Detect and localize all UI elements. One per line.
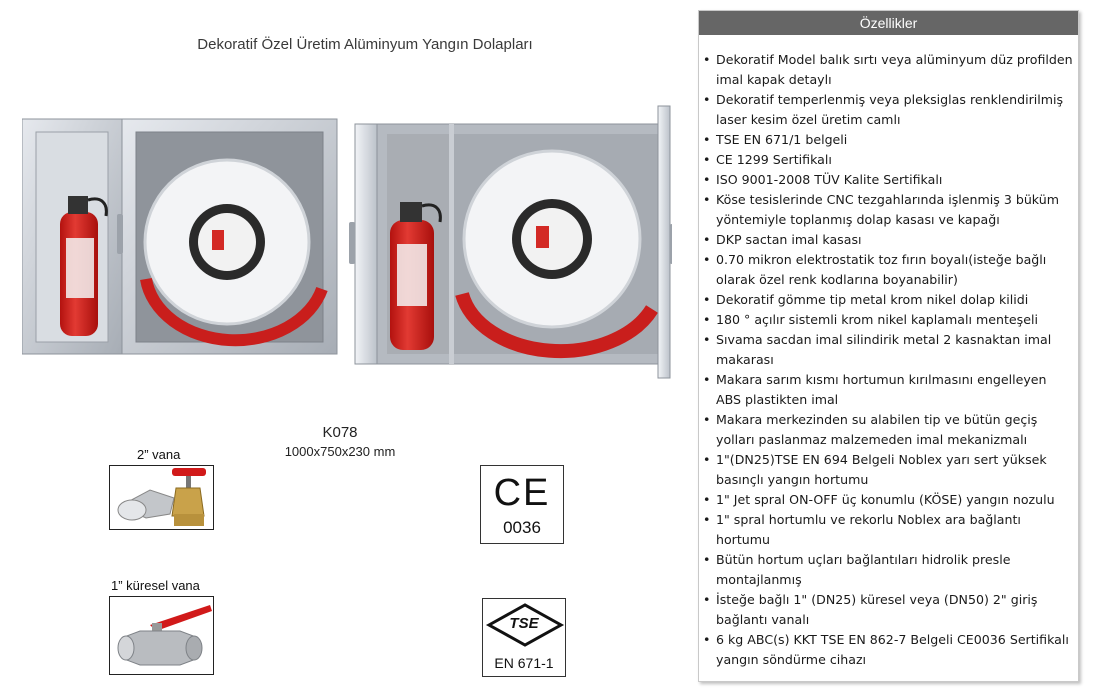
bullet-icon: •: [703, 192, 711, 207]
feature-text: TSE EN 671/1 belgeli: [716, 132, 848, 147]
features-panel: [698, 10, 1079, 682]
feature-text: 0.70 mikron elektrostatik toz fırın boyalı(isteğe bağlı olarak özel renk kodlarına boyanabilir): [716, 252, 1047, 287]
feature-item: [703, 510, 1074, 550]
feature-item: [703, 130, 1074, 150]
bullet-icon: •: [703, 312, 711, 327]
feature-text: Dekoratif gömme tip metal krom nikel dolap kilidi: [716, 292, 1029, 307]
bullet-icon: •: [703, 632, 711, 647]
bullet-icon: •: [703, 172, 711, 187]
bullet-icon: •: [703, 232, 711, 247]
feature-item: [703, 310, 1074, 330]
bullet-icon: •: [703, 492, 711, 507]
feature-text: Dekoratif Model balık sırtı veya alüminyum düz profilden imal kapak detaylı: [716, 52, 1073, 87]
bullet-icon: •: [703, 132, 711, 147]
feature-item: [703, 550, 1074, 590]
feature-text: 1" spral hortumlu ve rekorlu Noblex ara bağlantı hortumu: [716, 512, 1021, 547]
feature-text: Bütün hortum uçları bağlantıları hidrolik presle montajlanmış: [716, 552, 1011, 587]
feature-text: Makara sarım kısmı hortumun kırılmasını engelleyen ABS plastikten imal: [716, 372, 1047, 407]
ce-certificate-badge: [480, 465, 564, 544]
product-dimensions: 1000x750x230 mm: [284, 444, 396, 459]
ball-valve-icon: [110, 597, 214, 675]
feature-text: 180 ° açılır sistemli krom nikel kaplamalı menteşeli: [716, 312, 1038, 327]
bullet-icon: •: [703, 552, 711, 567]
feature-text: Sıvama sacdan imal silindirik metal 2 kasnaktan imal makarası: [716, 332, 1052, 367]
bullet-icon: •: [703, 52, 711, 67]
feature-item: [703, 230, 1074, 250]
tse-certificate-badge: [482, 598, 566, 677]
tse-mark: TSE: [509, 615, 539, 632]
feature-item: [703, 490, 1074, 510]
bullet-icon: •: [703, 592, 711, 607]
feature-item: [703, 90, 1074, 130]
bullet-icon: •: [703, 292, 711, 307]
feature-item: [703, 190, 1074, 230]
feature-item: [703, 290, 1074, 310]
features-header: Özellikler: [699, 11, 1078, 35]
tse-standard: EN 671-1: [494, 655, 554, 671]
bullet-icon: •: [703, 332, 711, 347]
feature-item: [703, 630, 1074, 670]
product-code: K078: [322, 424, 358, 441]
feature-text: CE 1299 Sertifikalı: [716, 152, 832, 167]
feature-item: [703, 450, 1074, 490]
feature-item: [703, 590, 1074, 630]
accessory-gate-valve-image: [109, 465, 214, 530]
feature-text: 1" Jet spral ON-OFF üç konumlu (KÖSE) yangın nozulu: [716, 492, 1055, 507]
bullet-icon: •: [703, 452, 711, 467]
feature-text: İsteğe bağlı 1" (DN25) küresel veya (DN50) 2" giriş bağlantı vanalı: [716, 592, 1038, 627]
feature-item: [703, 250, 1074, 290]
fire-cabinet-illustration: [22, 104, 672, 384]
bullet-icon: •: [703, 412, 711, 427]
feature-text: Makara merkezinden su alabilen tip ve bütün geçiş yolları paslanmaz malzemeden imal mekanizmalı: [716, 412, 1038, 447]
bullet-icon: •: [703, 512, 711, 527]
accessory-label-gate-valve: 2” vana: [137, 447, 181, 462]
feature-text: Köse tesislerinde CNC tezgahlarında işlenmiş 3 büküm yöntemiyle toplanmış dolap kasası ve kapağı: [716, 192, 1059, 227]
feature-text: ISO 9001-2008 TÜV Kalite Sertifikalı: [716, 172, 943, 187]
page-title: Dekoratif Özel Üretim Alüminyum Yangın Dolapları: [197, 36, 533, 53]
cabinet-left: [22, 119, 337, 354]
feature-item: [703, 150, 1074, 170]
feature-item: [703, 330, 1074, 370]
feature-text: Dekoratif temperlenmiş veya pleksiglas renklendirilmiş laser kesim özel üretim camlı: [716, 92, 1064, 127]
feature-item: [703, 370, 1074, 410]
bullet-icon: •: [703, 152, 711, 167]
bullet-icon: •: [703, 372, 711, 387]
feature-item: [703, 170, 1074, 190]
cabinet-right: [349, 106, 672, 378]
ce-number: 0036: [503, 518, 541, 537]
bullet-icon: •: [703, 92, 711, 107]
accessory-ball-valve-image: [109, 596, 214, 675]
feature-text: DKP sactan imal kasası: [716, 232, 862, 247]
feature-item: [703, 410, 1074, 450]
feature-text: 6 kg ABC(s) KKT TSE EN 862-7 Belgeli CE0036 Sertifikalı yangın söndürme cihazı: [716, 632, 1069, 667]
bullet-icon: •: [703, 252, 711, 267]
feature-item: [703, 50, 1074, 90]
accessory-label-ball-valve: 1” küresel vana: [111, 578, 200, 593]
features-list: [699, 35, 1078, 670]
gate-valve-icon: [110, 466, 214, 530]
feature-text: 1"(DN25)TSE EN 694 Belgeli Noblex yarı sert yüksek basınçlı yangın hortumu: [716, 452, 1047, 487]
ce-mark: CE: [493, 472, 551, 514]
